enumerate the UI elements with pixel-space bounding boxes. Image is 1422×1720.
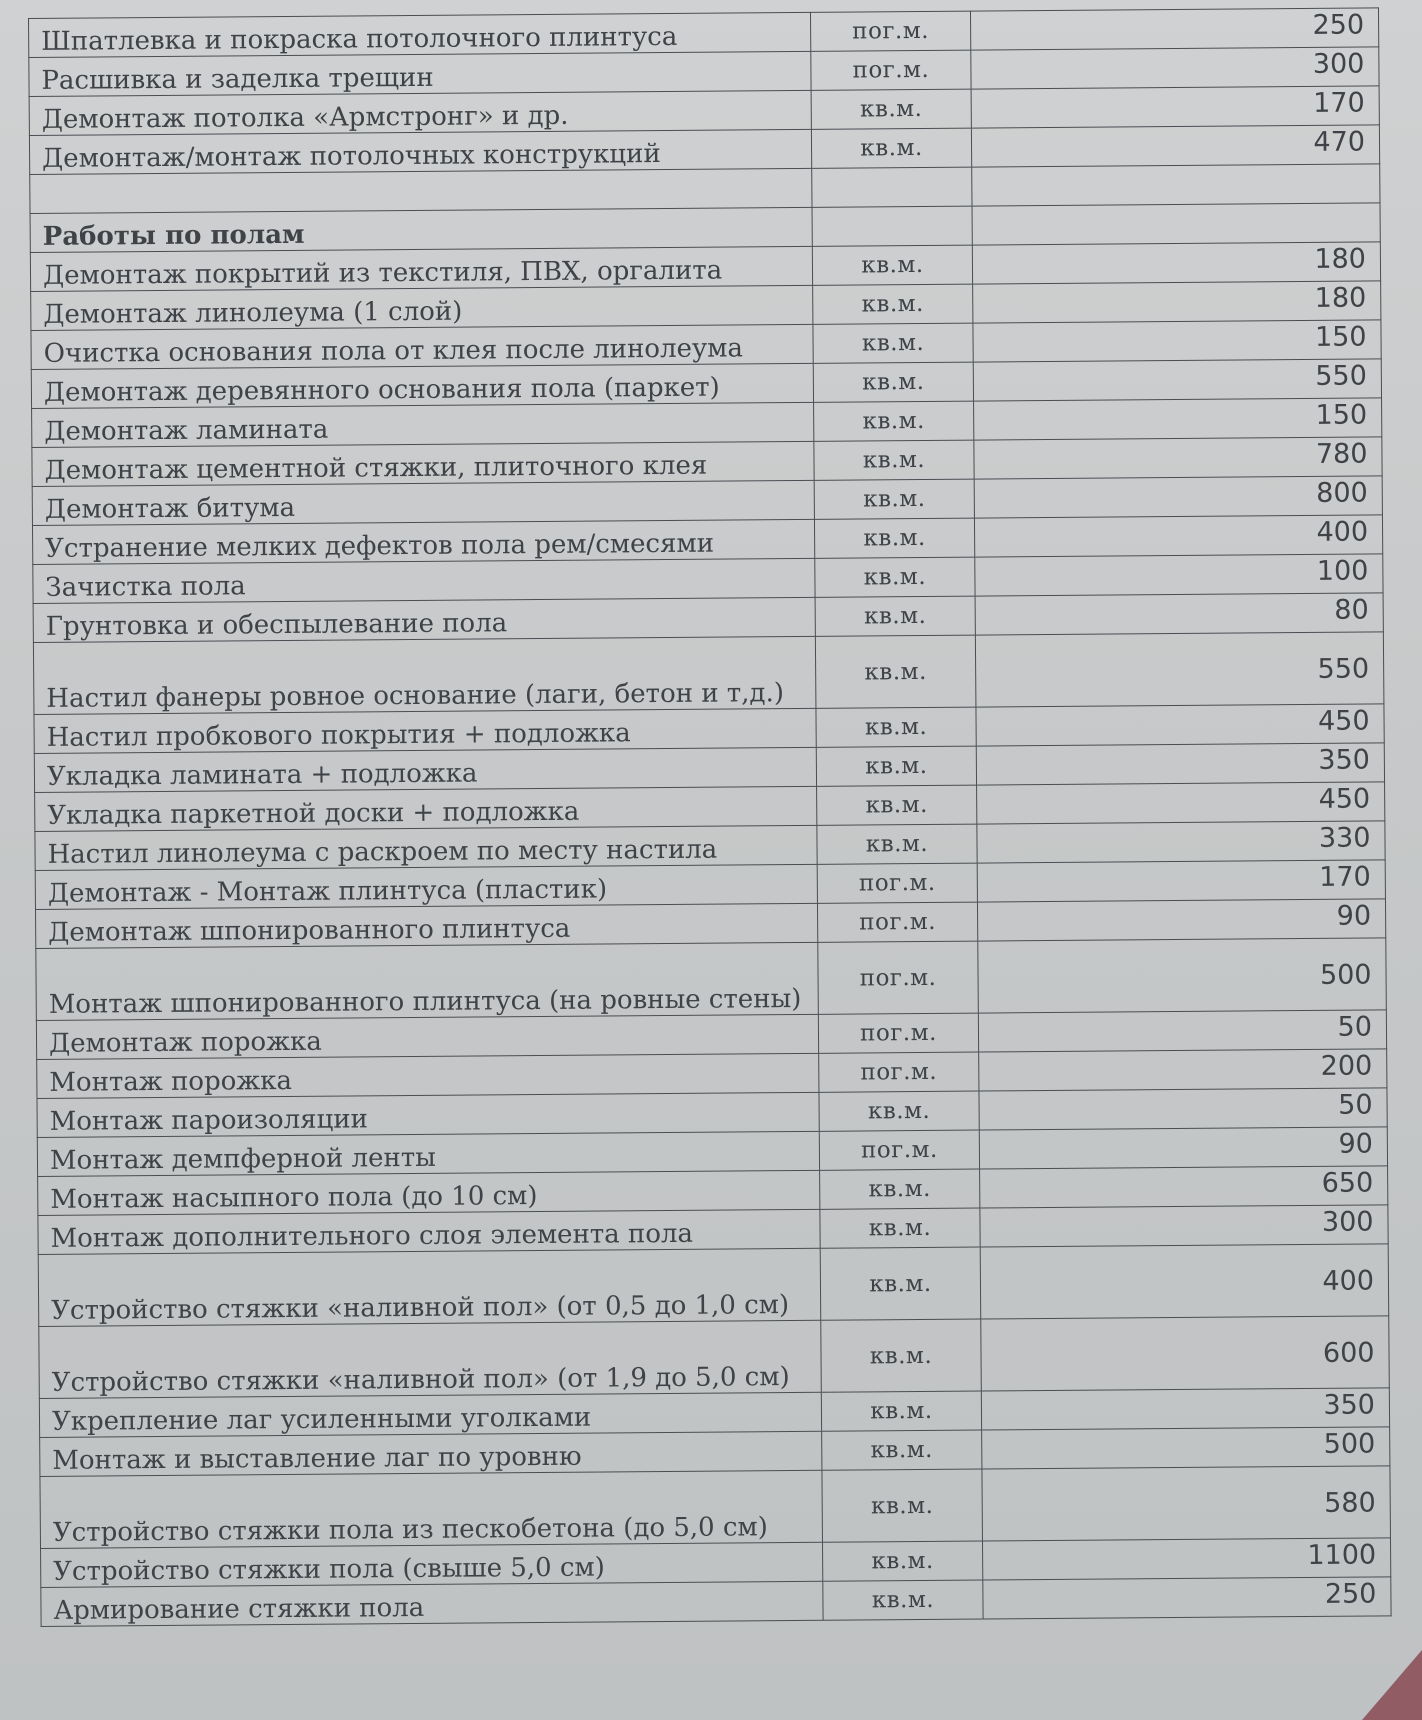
unit-cell: кв.м. [814,440,974,480]
price-cell: 600 [981,1316,1390,1391]
price-cell: 250 [983,1577,1391,1619]
price-cell: 300 [980,1205,1388,1247]
unit-cell [812,167,972,207]
price-cell: 350 [976,743,1384,785]
unit-cell: кв.м. [822,1430,982,1470]
price-cell: 150 [973,320,1381,362]
price-cell: 100 [975,554,1383,596]
price-cell: 470 [971,125,1379,167]
price-cell: 400 [980,1244,1389,1319]
table-row [36,938,1387,1021]
unit-cell: кв.м. [815,596,975,636]
service-name: Укладка паркетной доски + подложка [35,786,817,831]
price-cell: 550 [973,359,1381,401]
price-cell: 450 [977,782,1385,824]
unit-cell: кв.м. [819,1091,979,1131]
price-cell: 180 [973,281,1381,323]
service-name: Шпатлевка и покраска потолочного плинтуса [29,12,811,57]
unit-cell: пог.м. [817,863,977,903]
unit-cell: пог.м. [818,941,979,1014]
service-name: Демонтаж - Монтаж плинтуса (пластик) [35,864,817,909]
unit-cell: пог.м. [819,1130,979,1170]
table-row [40,1466,1391,1549]
unit-cell: кв.м. [817,824,977,864]
service-name: Демонтаж/монтаж потолочных конструкций [29,129,811,174]
service-name: Настил линолеума с раскроем по месту настила [35,825,817,870]
unit-cell [812,206,972,246]
unit-cell: кв.м. [823,1580,983,1620]
price-cell: 1100 [982,1538,1390,1580]
service-name: Укрепление лаг усиленными уголками [39,1392,821,1437]
service-name: Монтаж шпонированного плинтуса (на ровные стены) [36,942,819,1020]
unit-cell: кв.м. [820,1208,980,1248]
price-cell: 400 [974,515,1382,557]
price-cell: 50 [978,1010,1386,1052]
service-name: Устранение мелких дефектов пола рем/смесями [32,519,814,564]
unit-cell: кв.м. [815,557,975,597]
price-cell: 330 [977,821,1385,863]
service-name: Демонтаж линолеума (1 слой) [31,285,813,330]
service-name: Монтаж и выставление лаг по уровню [40,1431,822,1476]
service-name: Монтаж пароизоляции [37,1092,819,1137]
price-cell: 150 [974,398,1382,440]
service-name: Армирование стяжки пола [41,1581,823,1626]
service-name: Укладка ламината + подложка [34,747,816,792]
price-cell: 80 [975,593,1383,635]
price-cell: 200 [979,1049,1387,1091]
service-name: Устройство стяжки пола (свыше 5,0 см) [41,1542,823,1587]
price-cell: 650 [980,1166,1388,1208]
price-table-body [29,8,1392,1627]
unit-cell: кв.м. [820,1247,981,1320]
price-cell: 500 [982,1427,1390,1469]
price-cell: 90 [979,1127,1387,1169]
service-name: Устройство стяжки пола из пескобетона (до 5,0 см) [40,1470,823,1548]
service-name: Очистка основания пола от клея после линолеума [31,324,813,369]
price-cell [972,203,1380,245]
unit-cell: пог.м. [810,11,970,51]
unit-cell: кв.м. [815,635,976,708]
price-cell: 500 [978,938,1387,1013]
service-name: Демонтаж потолка «Армстронг» и др. [29,90,811,135]
service-name: Монтаж дополнительного слоя элемента пола [38,1209,820,1254]
unit-cell: кв.м. [816,707,976,747]
service-name: Демонтаж деревянного основания пола (паркет) [31,363,813,408]
service-name [30,168,812,213]
service-name: Монтаж порожка [37,1053,819,1098]
price-cell: 780 [974,437,1382,479]
service-name: Настил фанеры ровное основание (лаги, бетон и т,д.) [33,636,816,714]
service-name: Монтаж насыпного пола (до 10 см) [38,1170,820,1215]
service-name: Демонтаж покрытий из текстиля, ПВХ, оргалита [30,246,812,291]
service-name: Демонтаж ламината [32,402,814,447]
service-name: Демонтаж битума [32,480,814,525]
price-cell: 50 [979,1088,1387,1130]
unit-cell: кв.м. [812,245,972,285]
unit-cell: пог.м. [811,50,971,90]
unit-cell: кв.м. [821,1391,981,1431]
unit-cell: пог.м. [817,902,977,942]
unit-cell: кв.м. [813,284,973,324]
section-title: Работы по полам [30,207,812,252]
unit-cell: кв.м. [816,746,976,786]
price-cell: 170 [971,86,1379,128]
unit-cell: кв.м. [813,362,973,402]
service-name: Устройство стяжки «наливной пол» (от 0,5 до 1,0 см) [38,1248,821,1326]
price-cell: 350 [981,1388,1389,1430]
service-name: Устройство стяжки «наливной пол» (от 1,9 до 5,0 см) [39,1320,822,1398]
table-row [33,632,1384,715]
price-cell: 580 [982,1466,1391,1541]
price-cell: 250 [970,8,1378,50]
service-name: Демонтаж цементной стяжки, плиточного клея [32,441,814,486]
unit-cell: пог.м. [818,1013,978,1053]
price-cell: 450 [976,704,1384,746]
service-name: Демонтаж порожка [36,1014,818,1059]
service-name: Настил пробкового покрытия + подложка [34,708,816,753]
unit-cell: кв.м. [817,785,977,825]
unit-cell: кв.м. [811,128,971,168]
unit-cell: кв.м. [814,518,974,558]
unit-cell: кв.м. [822,1469,983,1542]
price-cell [972,164,1380,206]
corner-decoration [1362,1650,1422,1720]
unit-cell: пог.м. [819,1052,979,1092]
service-name: Демонтаж шпонированного плинтуса [36,903,818,948]
price-cell: 800 [974,476,1382,518]
price-cell: 170 [977,860,1385,902]
unit-cell: кв.м. [813,323,973,363]
service-name: Монтаж демпферной ленты [37,1131,819,1176]
service-name: Грунтовка и обеспылевание пола [33,597,815,642]
unit-cell: кв.м. [811,89,971,129]
price-cell: 550 [975,632,1384,707]
price-table [28,7,1392,1627]
price-cell: 180 [972,242,1380,284]
unit-cell: кв.м. [820,1169,980,1209]
table-row [38,1244,1389,1327]
unit-cell: кв.м. [822,1541,982,1581]
unit-cell: кв.м. [821,1319,982,1392]
unit-cell: кв.м. [814,479,974,519]
unit-cell: кв.м. [814,401,974,441]
service-name: Расшивка и заделка трещин [29,51,811,96]
price-cell: 90 [977,899,1385,941]
table-row [39,1316,1390,1399]
price-cell: 300 [971,47,1379,89]
service-name: Зачистка пола [33,558,815,603]
